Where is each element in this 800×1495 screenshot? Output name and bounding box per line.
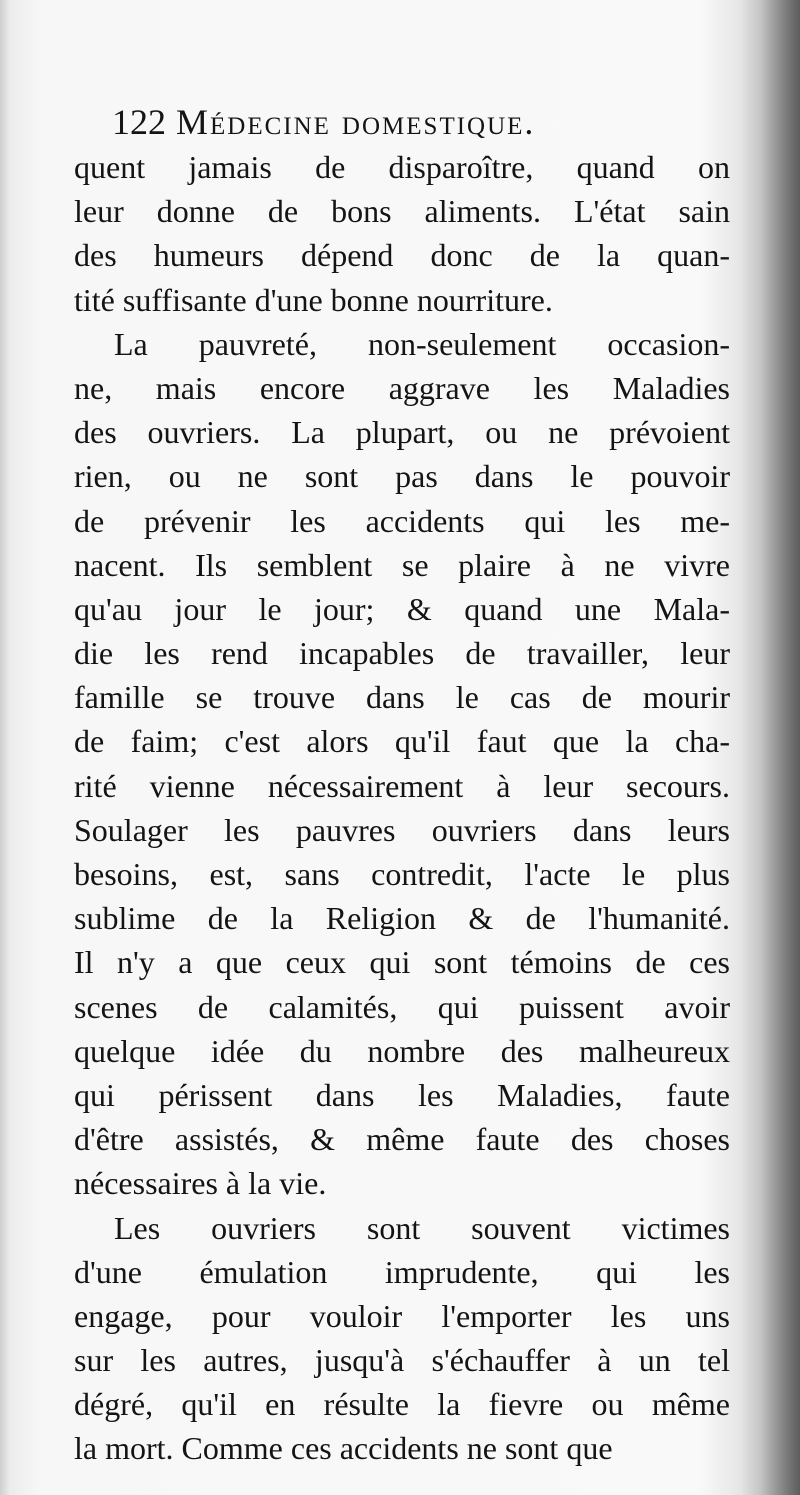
paragraph bbox=[74, 322, 730, 1206]
text-line: sur les autres, jusqu'à s'échauffer à un tel bbox=[74, 1342, 730, 1379]
page-header bbox=[112, 100, 732, 144]
text-line: leur donne de bons aliments. L'état sain bbox=[74, 193, 730, 230]
text-line: qui périssent dans les Maladies, faute bbox=[74, 1076, 730, 1113]
text-line: engage, pour vouloir l'emporter les uns bbox=[74, 1297, 730, 1334]
text-line: famille se trouve dans le cas de mourir bbox=[74, 679, 730, 716]
paragraph bbox=[74, 1206, 730, 1471]
text-line: quelque idée du nombre des malheureux bbox=[74, 1032, 730, 1069]
body-text bbox=[74, 145, 730, 1471]
text-line: qu'au jour le jour; & quand une Mala- bbox=[74, 590, 730, 627]
text-line: scenes de calamités, qui puissent avoir bbox=[74, 988, 730, 1025]
text-line: la mort. Comme ces accidents ne sont que bbox=[74, 1430, 613, 1467]
text-line: dégré, qu'il en résulte la fievre ou même bbox=[74, 1386, 730, 1423]
page-number: 122 bbox=[112, 102, 166, 142]
text-line: sublime de la Religion & de l'humanité. bbox=[74, 900, 730, 937]
text-line: rité vienne nécessairement à leur secours. bbox=[74, 767, 730, 804]
text-line: de prévenir les accidents qui les me- bbox=[74, 502, 730, 539]
text-line: nécessaires à la vie. bbox=[74, 1165, 327, 1202]
text-line: d'être assistés, & même faute des choses bbox=[74, 1121, 730, 1158]
text-line: des ouvriers. La plupart, ou ne prévoient bbox=[74, 414, 730, 451]
text-line: tité suffisante d'une bonne nourriture. bbox=[74, 281, 553, 318]
paragraph bbox=[74, 145, 730, 322]
text-line: Il n'y a que ceux qui sont témoins de ces bbox=[74, 944, 730, 981]
text-line: des humeurs dépend donc de la quan- bbox=[74, 237, 730, 274]
text-line: d'une émulation imprudente, qui les bbox=[74, 1253, 730, 1290]
text-line: quent jamais de disparoître, quand on bbox=[74, 149, 730, 185]
text-line: nacent. Ils semblent se plaire à ne vivre bbox=[74, 546, 730, 583]
text-line: Les ouvriers sont souvent victimes bbox=[114, 1209, 730, 1246]
running-title: Médecine domestique. bbox=[176, 102, 536, 142]
spine-shadow bbox=[740, 0, 800, 1495]
text-line: besoins, est, sans contredit, l'acte le plus bbox=[74, 856, 730, 892]
text-line: ne, mais encore aggrave les Maladies bbox=[74, 369, 730, 406]
text-line: de faim; c'est alors qu'il faut que la cha- bbox=[74, 723, 730, 760]
text-line: La pauvreté, non-seulement occasion- bbox=[114, 325, 730, 362]
text-line: die les rend incapables de travailler, leur bbox=[74, 635, 730, 672]
text-line: rien, ou ne sont pas dans le pouvoir bbox=[74, 458, 730, 495]
text-line: Soulager les pauvres ouvriers dans leurs bbox=[74, 811, 730, 848]
